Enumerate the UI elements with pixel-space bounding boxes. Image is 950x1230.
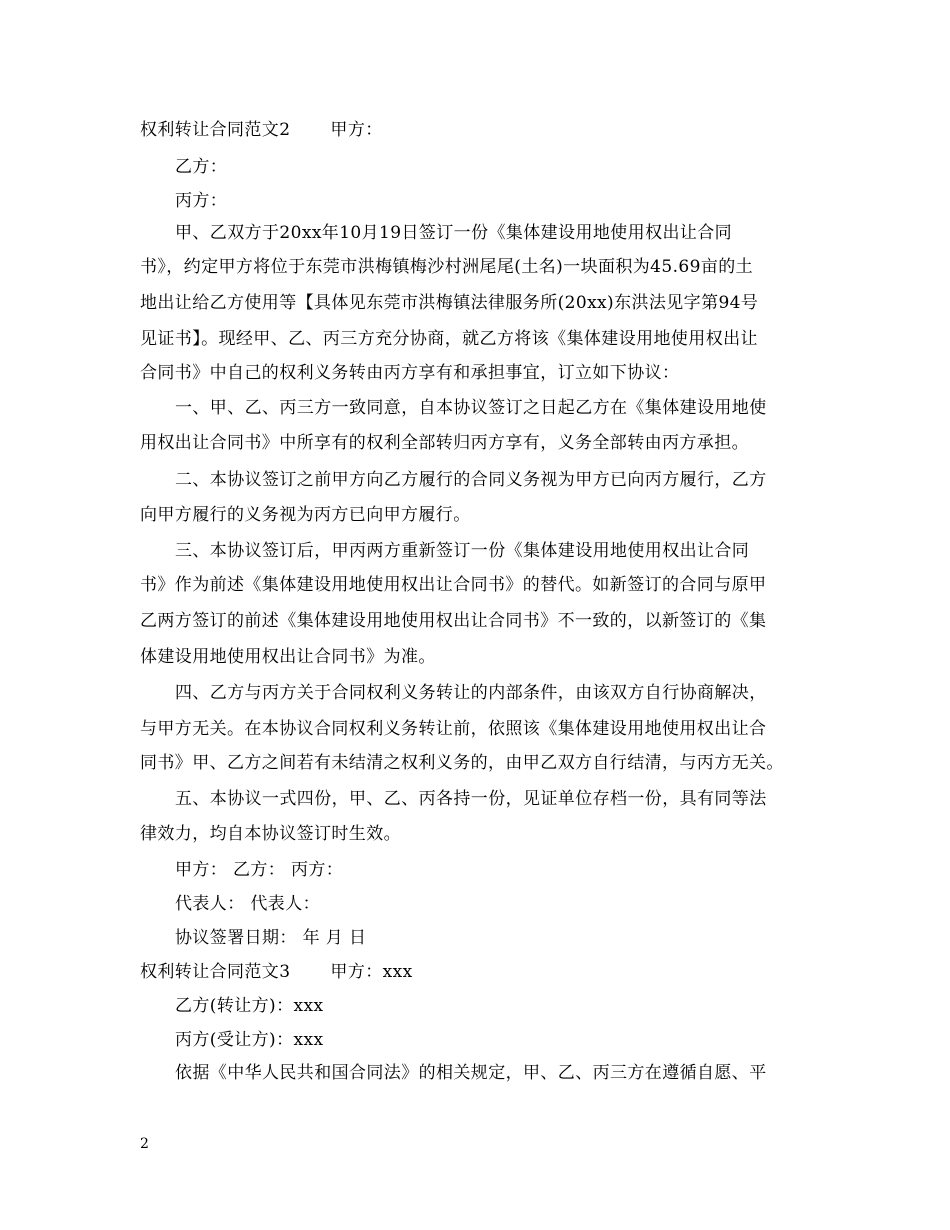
clause-1-line: 一、甲、乙、丙三方一致同意，自本协议签订之日起乙方在《集体建设用地使 — [175, 398, 767, 418]
section-heading-line — [140, 955, 820, 989]
paragraph-line: 甲、乙双方于20xx年10月19日签订一份《集体建设用地使用权出让合同 — [175, 223, 733, 243]
clause-4-line: 与甲方无关。在本协议合同权利义务转让前，依照该《集体建设用地使用权出让合 — [140, 719, 767, 739]
clause-3-line: 三、本协议签订后，甲丙两方重新签订一份《集体建设用地使用权出让合同 — [175, 541, 750, 561]
clause-1-line: 用权出让合同书》中所享有的权利全部转归丙方享有，义务全部转由丙方承担。 — [140, 433, 749, 453]
party-c-line: 丙方： — [175, 191, 228, 211]
clause-5-line: 律效力，均自本协议签订时生效。 — [140, 824, 401, 844]
section-title: 权利转让合同范文3 — [140, 962, 291, 982]
paragraph-line: 合同书》中自己的权利义务转由丙方享有和承担事宜，订立如下协议： — [140, 363, 680, 383]
transferor-line: 乙方(转让方)：xxx — [175, 996, 324, 1016]
signing-date-line: 协议签署日期： 年 月 日 — [175, 928, 367, 948]
page-number: 2 — [140, 1136, 149, 1152]
clause-4-line: 四、乙方与丙方关于合同权利义务转让的内部条件，由该双方自行协商解决， — [175, 683, 767, 703]
clause-2-line: 向甲方履行的义务视为丙方已向甲方履行。 — [140, 505, 471, 525]
paragraph-line: 依据《中华人民共和国合同法》的相关规定，甲、乙、丙三方在遵循自愿、平 — [175, 1063, 767, 1083]
representative-line: 代表人： 代表人： — [175, 894, 321, 914]
clause-5-line: 五、本协议一式四份，甲、乙、丙各持一份，见证单位存档一份，具有同等法 — [175, 789, 767, 809]
paragraph-line: 书》，约定甲方将位于东莞市洪梅镇梅沙村洲尾尾(土名)一块面积为45.69亩的土 — [140, 257, 754, 277]
paragraph-line: 见证书】。现经甲、乙、丙三方充分协商，就乙方将该《集体建设用地使用权出让 — [140, 329, 758, 349]
clause-3-line: 体建设用地使用权出让合同书》为准。 — [140, 647, 436, 667]
paragraph-line: 地出让给乙方使用等【具体见东莞市洪梅镇法律服务所(20xx)东洪法见字第94号 — [140, 293, 759, 313]
transferee-line: 丙方(受让方)：xxx — [175, 1030, 324, 1050]
clause-3-line: 乙两方签订的前述《集体建设用地使用权出让合同书》不一致的，以新签订的《集 — [140, 611, 767, 631]
signature-parties-line: 甲方： 乙方： 丙方： — [175, 860, 344, 880]
party-a-label: 甲方：xxx — [330, 962, 413, 982]
clause-4-line: 同书》甲、乙方之间若有未结清之权利义务的，由甲乙双方自行结清，与丙方无关。 — [140, 753, 784, 773]
clause-3-line: 书》作为前述《集体建设用地使用权出让合同书》的替代。如新签订的合同与原甲 — [140, 575, 767, 595]
party-b-line: 乙方： — [175, 157, 228, 177]
section-heading-line — [140, 113, 820, 147]
section-title: 权利转让合同范文2 — [140, 120, 291, 140]
clause-2-line: 二、本协议签订之前甲方向乙方履行的合同义务视为甲方已向丙方履行，乙方 — [175, 470, 767, 490]
party-a-label: 甲方： — [330, 120, 383, 140]
